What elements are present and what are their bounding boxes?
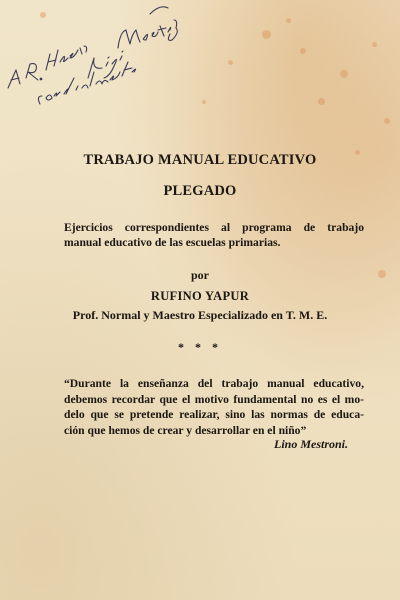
book-subtitle: PLEGADO [163,183,237,199]
author-credentials: Prof. Normal y Maestro Especializado en T. M. E. [72,308,328,322]
quote-line: ción que hemos de crear y desarrollar en el niño” [64,423,307,437]
intro-paragraph [64,220,364,250]
quote-attribution: Lino Mestroni. [273,437,348,451]
epigraph-quote [64,376,364,438]
section-separator: * * * [178,340,222,354]
quote-line: “Durante la enseñanza del trabajo manual educativo, [64,377,364,390]
intro-line: Ejercicios correspondientes al programa de trabajo [64,221,364,234]
book-title: TRABAJO MANUAL EDUCATIVO [83,152,317,168]
quote-line: debemos recordar que el motivo fundamental no es el mo- [64,392,364,406]
intro-line: manual educativo de las escuelas primarias. [64,236,281,249]
quote-line: delo que se pretende realizar, sino las normas de educa- [64,408,364,421]
author-name: RUFINO YAPUR [150,289,250,303]
byline-por: por [191,268,209,282]
